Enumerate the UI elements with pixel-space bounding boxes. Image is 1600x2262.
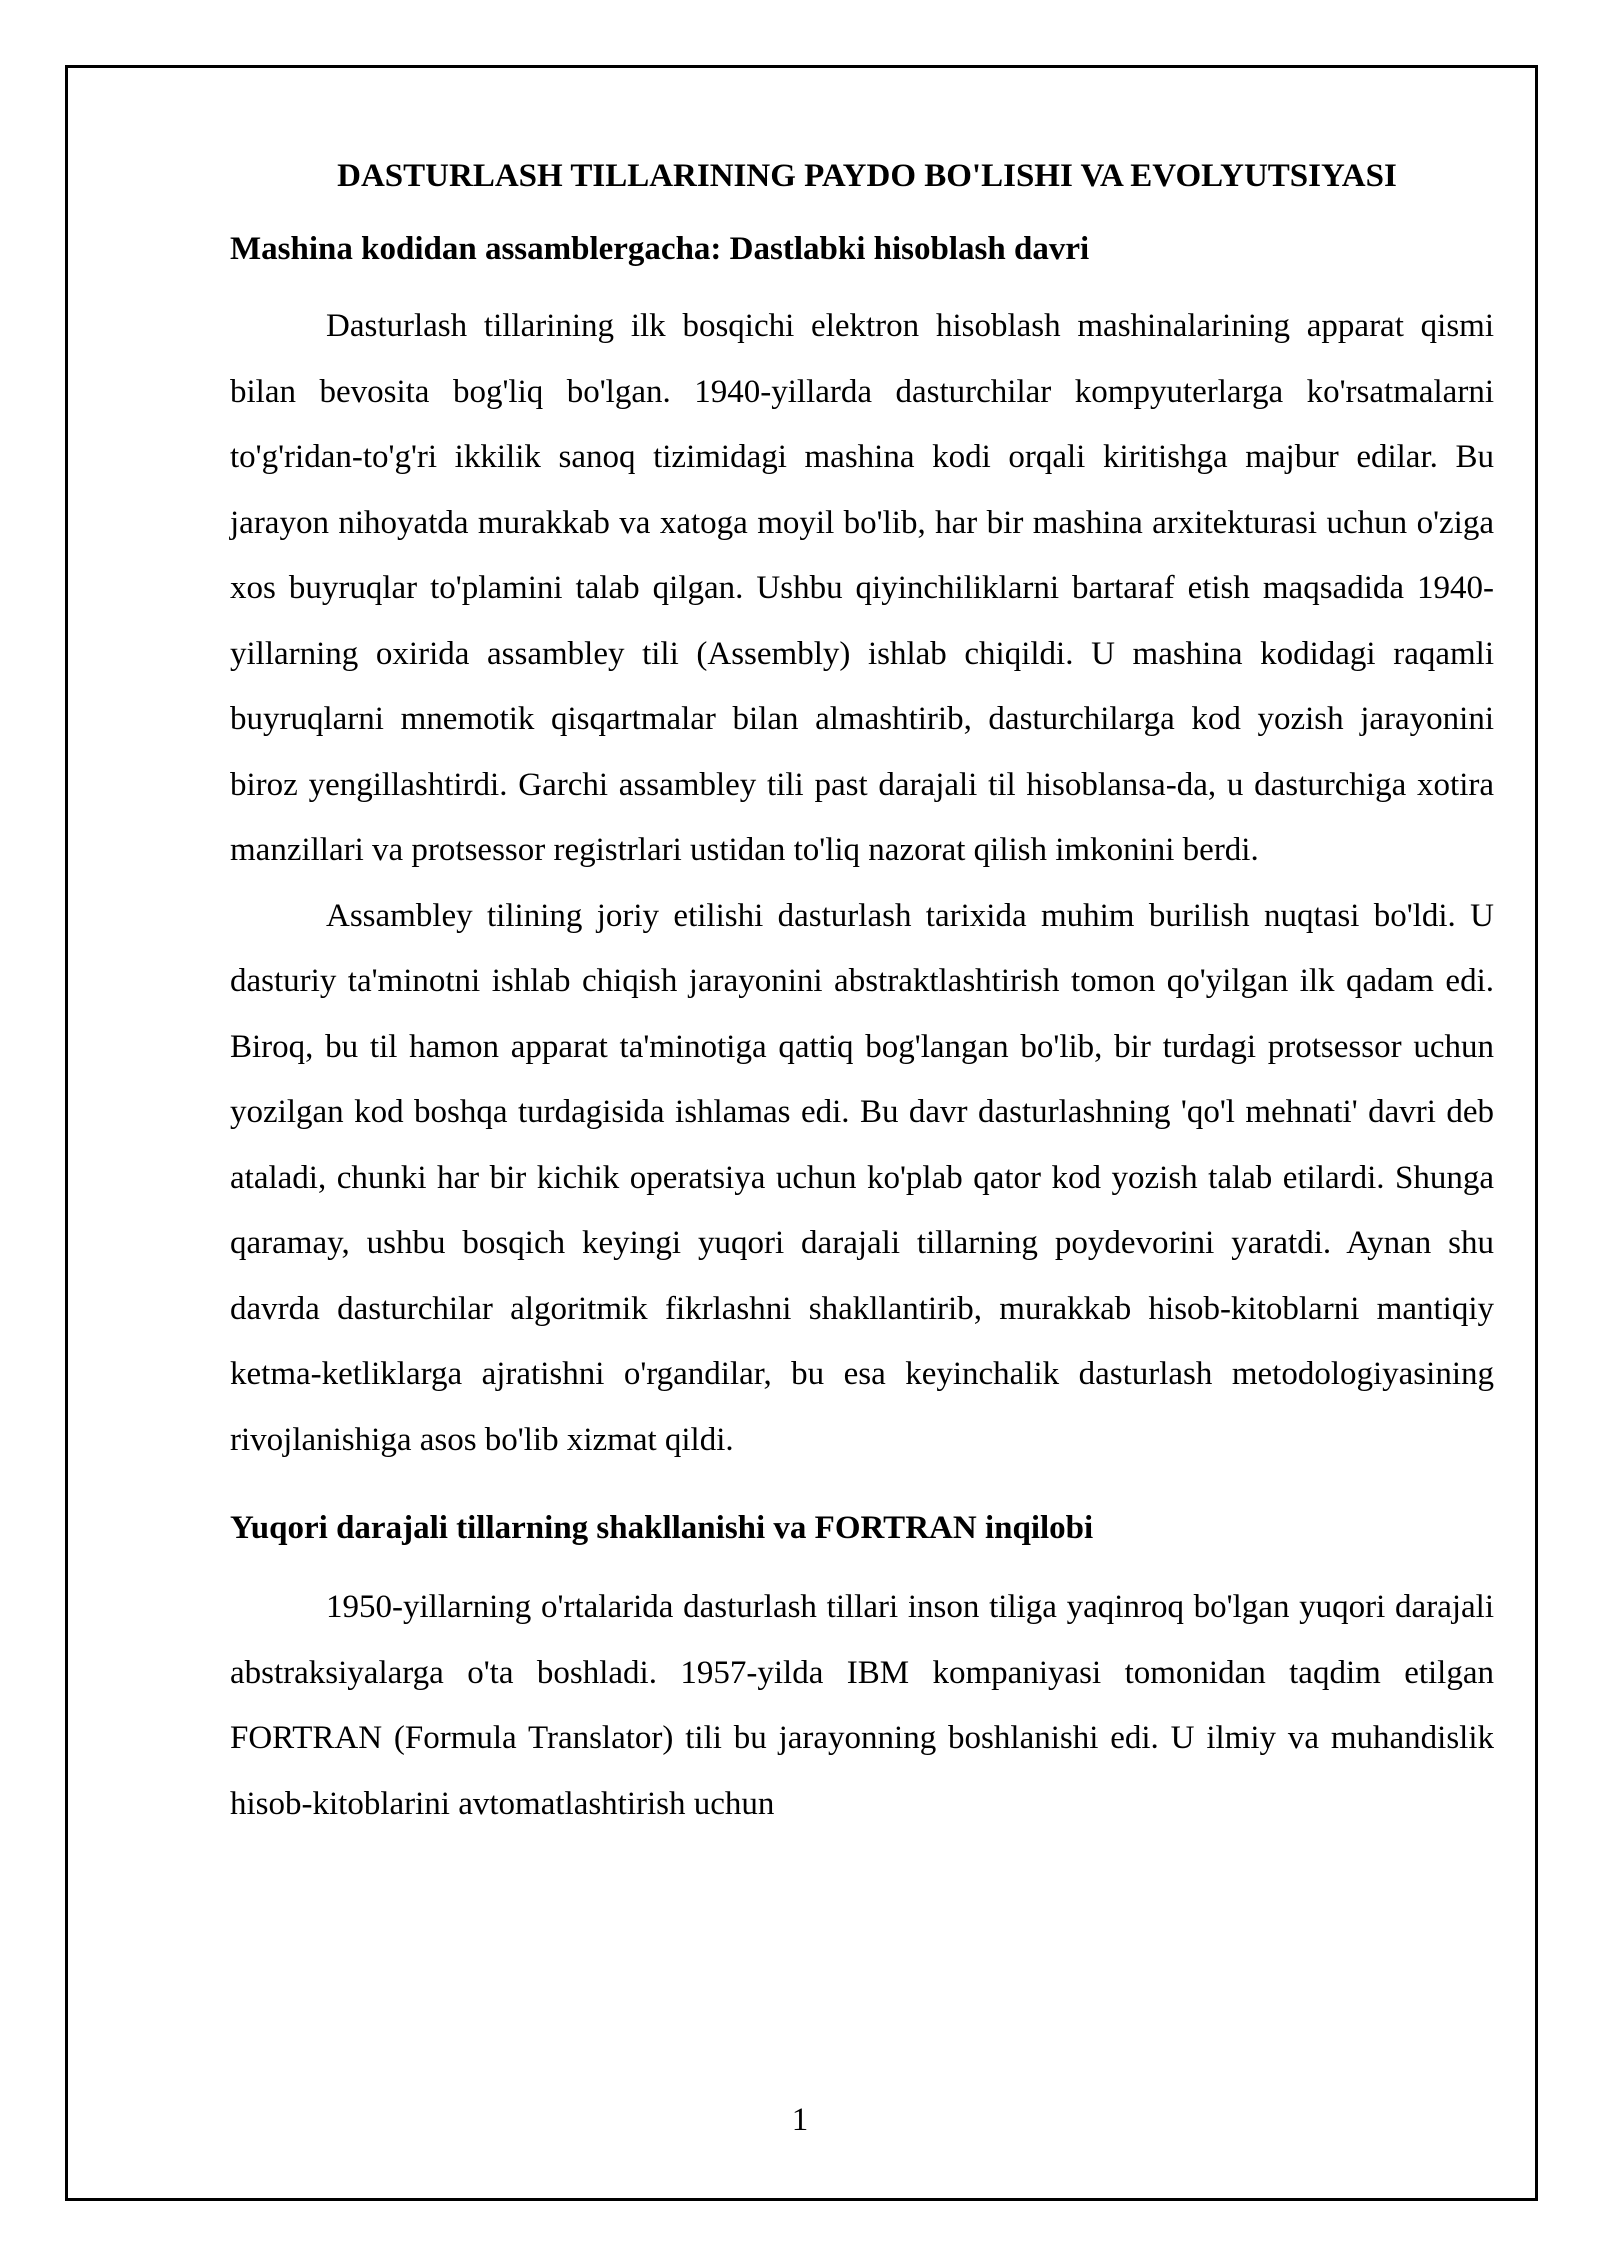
page-number: 1 <box>791 2102 809 2138</box>
paragraph-fortran-1: 1950-yillarning o'rtalarida dasturlash tillari inson tiliga yaqinroq bo'lgan yuqori darajali abstraksiyalarga o'ta boshladi. 1957-yilda IBM kompaniyasi tomonidan taqdim etilgan FORTRAN (Formula Translator) tili bu jarayonning boshlanishi edi. U ilmiy va muhandislik hisob-kitoblarini avtomatlashtirish uchun <box>230 1589 1494 1822</box>
section-heading-fortran: Yuqori darajali tillarning shakllanishi va FORTRAN inqilobi <box>230 1510 1094 1546</box>
paragraph-machine-code-1: Dasturlash tillarining ilk bosqichi elektron hisoblash mashinalarining apparat qismi bilan bevosita bog'liq bo'lgan. 1940-yillarda dasturchilar kompyuterlarga ko'rsatmalarni to'g'ridan-to'g'ri ikkilik sanoq tizimidagi mashina kodi orqali kiritishga majbur edilar. Bu jarayon nihoyatda murakkab va xatoga moyil bo'lib, har bir mashina arxitekturasi uchun o'ziga xos buyruqlar to'plamini talab qilgan. Ushbu qiyinchiliklarni bartaraf etish maqsadida 1940-yillarning oxirida assambley tili (Assembly) ishlab chiqildi. U mashina kodidagi raqamli buyruqlarni mnemotik qisqartmalar bilan almashtirib, dasturchilarga kod yozish jarayonini biroz yengillashtirdi. Garchi assambley tili past darajali til hisoblansa-da, u dasturchiga xotira manzillari va protsessor registrlari ustidan to'liq nazorat qilish imkonini berdi. <box>230 308 1494 868</box>
document-body <box>230 150 1494 1837</box>
section-heading-machine-code: Mashina kodidan assamblergacha: Dastlabki hisoblash davri <box>230 231 1090 267</box>
paragraph-machine-code-2: Assambley tilining joriy etilishi dasturlash tarixida muhim burilish nuqtasi bo'ldi. U dasturiy ta'minotni ishlab chiqish jarayonini abstraktlashtirish tomon qo'yilgan ilk qadam edi. Biroq, bu til hamon apparat ta'minotiga qattiq bog'langan bo'lib, bir turdagi protsessor uchun yozilgan kod boshqa turdagisida ishlamas edi. Bu davr dasturlashning 'qo'l mehnati' davri deb ataladi, chunki har bir kichik operatsiya uchun ko'plab qator kod yozish talab etilardi. Shunga qaramay, ushbu bosqich keyingi yuqori darajali tillarning poydevorini yaratdi. Aynan shu davrda dasturchilar algoritmik fikrlashni shakllantirib, murakkab hisob-kitoblarni mantiqiy ketma-ketliklarga ajratishni o'rgandilar, bu esa keyinchalik dasturlash metodologiyasining rivojlanishiga asos bo'lib xizmat qildi. <box>230 897 1494 1458</box>
document-title: DASTURLASH TILLARINING PAYDO BO'LISHI VA EVOLYUTSIYASI <box>337 158 1397 194</box>
